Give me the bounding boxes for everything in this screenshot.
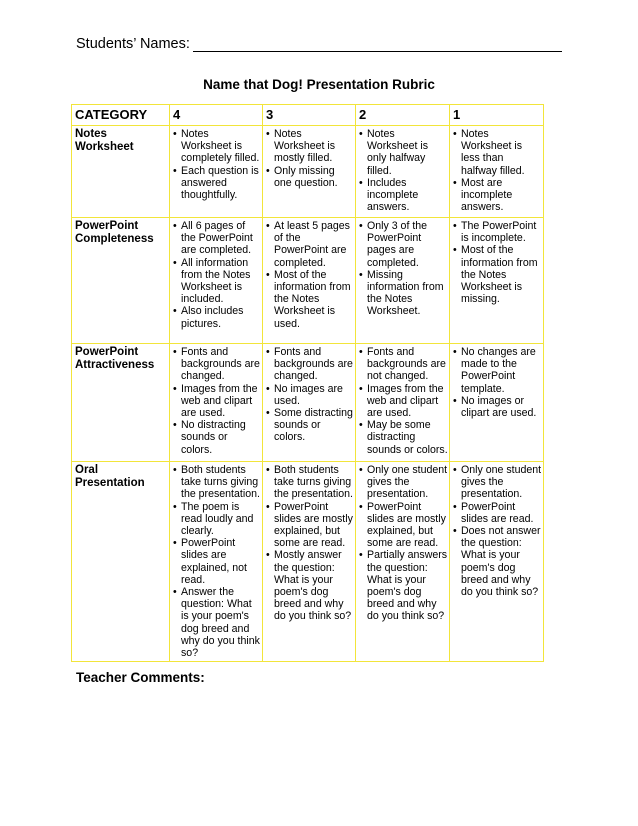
- column-header-score-3: 3: [263, 105, 356, 126]
- score-2-cell: [356, 126, 450, 218]
- criteria-list: [266, 464, 354, 623]
- column-header-score-2: 2: [356, 105, 450, 126]
- criteria-item: • Only one student gives the presentation.: [453, 464, 542, 501]
- criteria-item: • Mostly answer the question: What is your poem's dog breed and why do you think so?: [266, 549, 354, 622]
- criteria-item: • Partially answers the question: What is your poem's dog breed and why do you think so?: [359, 549, 448, 622]
- score-1-cell: [450, 126, 544, 218]
- criteria-item: • Only 3 of the PowerPoint pages are completed.: [359, 220, 448, 269]
- students-names-field: [76, 36, 562, 52]
- score-2-cell: [356, 218, 450, 344]
- criteria-item: • The poem is read loudly and clearly.: [173, 501, 261, 538]
- column-header-score-4: 4: [170, 105, 263, 126]
- criteria-item: • All 6 pages of the PowerPoint are completed.: [173, 220, 261, 257]
- criteria-item: • Most of the information from the Notes Worksheet is used.: [266, 269, 354, 330]
- score-2-cell: [356, 344, 450, 462]
- criteria-item: • Missing information from the Notes Worksheet.: [359, 269, 448, 318]
- criteria-item: • No distracting sounds or colors.: [173, 419, 261, 456]
- criteria-item: • PowerPoint slides are mostly explained, but some are read.: [266, 501, 354, 550]
- criteria-item: • No changes are made to the PowerPoint template.: [453, 346, 542, 395]
- criteria-item: • Most of the information from the Notes Worksheet is missing.: [453, 244, 542, 305]
- score-3-cell: [263, 462, 356, 662]
- criteria-list: [173, 220, 261, 330]
- category-cell: PowerPoint Completeness: [72, 218, 170, 344]
- criteria-item: • Notes Worksheet is less than halfway filled.: [453, 128, 542, 177]
- rubric-row-oral-presentation: [72, 462, 544, 662]
- criteria-item: • Images from the web and clipart are used.: [359, 383, 448, 420]
- criteria-item: • Also includes pictures.: [173, 305, 261, 329]
- criteria-item: • No images are used.: [266, 383, 354, 407]
- rubric-row-powerpoint-completeness: [72, 218, 544, 344]
- criteria-item: • All information from the Notes Worksheet is included.: [173, 257, 261, 306]
- criteria-item: • Does not answer the question: What is your poem's dog breed and why do you think so?: [453, 525, 542, 598]
- score-3-cell: [263, 344, 356, 462]
- rubric-row-notes-worksheet: [72, 126, 544, 218]
- rubric-table: [71, 104, 544, 662]
- score-3-cell: [263, 126, 356, 218]
- category-cell: Oral Presentation: [72, 462, 170, 662]
- criteria-list: [453, 128, 542, 213]
- criteria-item: • No images or clipart are used.: [453, 395, 542, 419]
- criteria-list: [359, 128, 448, 213]
- criteria-item: • Notes Worksheet is only halfway filled.: [359, 128, 448, 177]
- score-1-cell: [450, 344, 544, 462]
- criteria-item: • Fonts and backgrounds are not changed.: [359, 346, 448, 383]
- criteria-list: [266, 128, 354, 189]
- score-1-cell: [450, 218, 544, 344]
- criteria-item: • Answer the question: What is your poem's dog breed and why do you think so?: [173, 586, 261, 659]
- criteria-item: • Both students take turns giving the presentation.: [266, 464, 354, 501]
- score-4-cell: [170, 344, 263, 462]
- criteria-list: [359, 464, 448, 623]
- criteria-item: • Some distracting sounds or colors.: [266, 407, 354, 444]
- rubric-row-powerpoint-attractiveness: [72, 344, 544, 462]
- criteria-list: [266, 220, 354, 330]
- score-4-cell: [170, 218, 263, 344]
- students-names-blank-line: [193, 37, 562, 52]
- criteria-list: [173, 346, 261, 456]
- criteria-list: [359, 346, 448, 456]
- criteria-item: • Both students take turns giving the presentation.: [173, 464, 261, 501]
- criteria-list: [453, 220, 542, 305]
- rubric-body: [72, 126, 544, 662]
- criteria-item: • The PowerPoint is incomplete.: [453, 220, 542, 244]
- criteria-item: • PowerPoint slides are explained, not read.: [173, 537, 261, 586]
- criteria-item: • Fonts and backgrounds are changed.: [173, 346, 261, 383]
- criteria-item: • At least 5 pages of the PowerPoint are completed.: [266, 220, 354, 269]
- score-4-cell: [170, 462, 263, 662]
- criteria-list: [453, 464, 542, 598]
- score-1-cell: [450, 462, 544, 662]
- criteria-item: • Fonts and backgrounds are changed.: [266, 346, 354, 383]
- criteria-list: [453, 346, 542, 419]
- criteria-item: • Most are incomplete answers.: [453, 177, 542, 214]
- criteria-list: [359, 220, 448, 318]
- score-3-cell: [263, 218, 356, 344]
- column-header-score-1: 1: [450, 105, 544, 126]
- criteria-item: • Images from the web and clipart are used.: [173, 383, 261, 420]
- score-4-cell: [170, 126, 263, 218]
- criteria-list: [173, 464, 261, 659]
- criteria-item: • May be some distracting sounds or colors.: [359, 419, 448, 456]
- criteria-list: [266, 346, 354, 444]
- criteria-item: • Only missing one question.: [266, 165, 354, 189]
- criteria-item: • PowerPoint slides are read.: [453, 501, 542, 525]
- column-header-category: CATEGORY: [72, 105, 170, 126]
- criteria-item: • Includes incomplete answers.: [359, 177, 448, 214]
- category-cell: PowerPoint Attractiveness: [72, 344, 170, 462]
- category-cell: Notes Worksheet: [72, 126, 170, 218]
- criteria-item: • Notes Worksheet is mostly filled.: [266, 128, 354, 165]
- criteria-item: • PowerPoint slides are mostly explained, but some are read.: [359, 501, 448, 550]
- criteria-item: • Notes Worksheet is completely filled.: [173, 128, 261, 165]
- score-2-cell: [356, 462, 450, 662]
- page-title: Name that Dog! Presentation Rubric: [203, 77, 435, 92]
- students-names-label: Students’ Names:: [76, 36, 190, 52]
- rubric-header-row: [72, 105, 544, 126]
- criteria-item: • Each question is answered thoughtfully.: [173, 165, 261, 202]
- criteria-list: [173, 128, 261, 201]
- criteria-item: • Only one student gives the presentation.: [359, 464, 448, 501]
- teacher-comments-label: Teacher Comments:: [76, 670, 205, 685]
